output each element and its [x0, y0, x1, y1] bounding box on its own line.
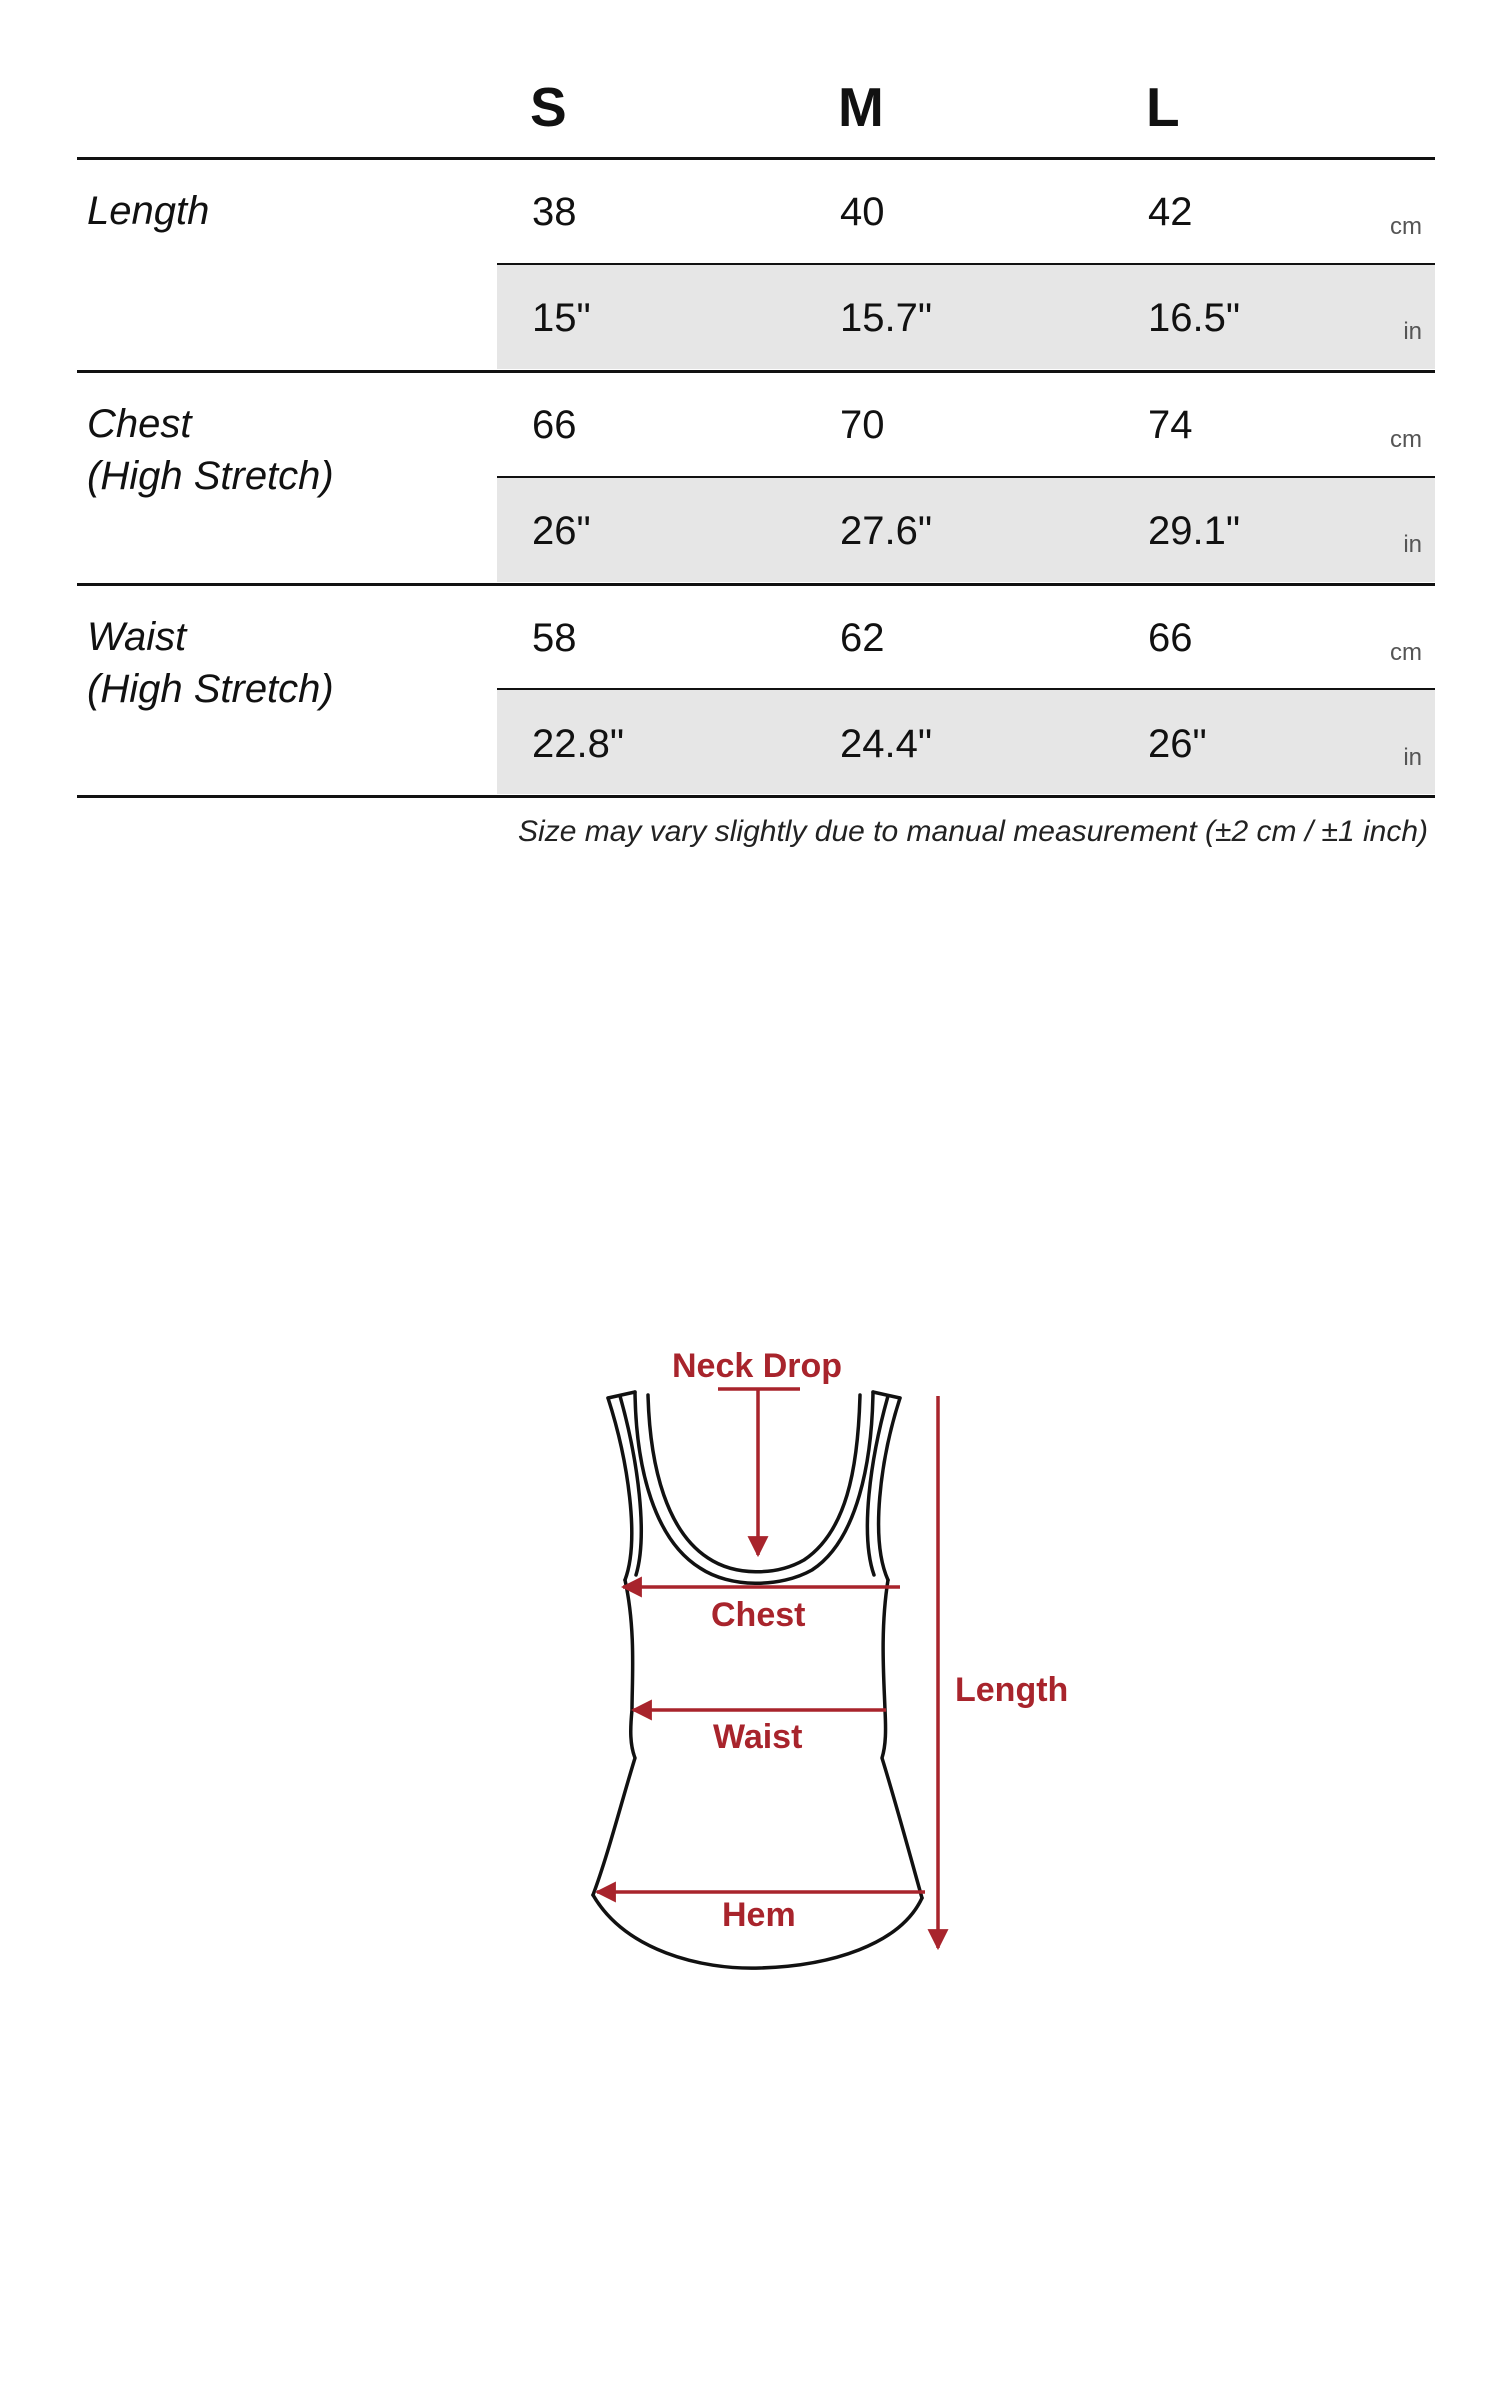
value-chest-l-cm: 74: [1148, 403, 1193, 447]
value-waist-l-in: 26": [1148, 722, 1207, 766]
size-header-m: M: [838, 76, 884, 138]
measure-title: Length: [87, 189, 210, 233]
row-divider: [497, 263, 1435, 265]
table-bottom-divider: [77, 795, 1435, 798]
inch-row-shade: [497, 478, 1435, 582]
value-waist-m-cm: 62: [840, 616, 885, 660]
value-waist-m-in: 24.4": [840, 722, 933, 766]
measurement-footnote: Size may vary slightly due to manual measurement (±2 cm / ±1 inch): [518, 815, 1428, 848]
inch-row-shade: [497, 690, 1435, 794]
chest-label: Chest: [711, 1596, 806, 1634]
unit-cm: cm: [1390, 213, 1422, 240]
value-length-l-cm: 42: [1148, 190, 1193, 234]
section-divider: [77, 370, 1435, 373]
measure-title: Chest: [87, 402, 192, 446]
measure-subtitle: (High Stretch): [87, 454, 334, 498]
value-length-s-in: 15": [532, 296, 591, 340]
value-length-m-cm: 40: [840, 190, 885, 234]
value-chest-l-in: 29.1": [1148, 509, 1241, 553]
value-chest-m-in: 27.6": [840, 509, 933, 553]
left-side-seam: [593, 1580, 635, 1895]
measure-label-chest: [87, 398, 334, 502]
unit-cm: cm: [1390, 639, 1422, 666]
value-length-s-cm: 38: [532, 190, 577, 234]
right-side-seam: [882, 1580, 922, 1898]
value-chest-s-in: 26": [532, 509, 591, 553]
value-waist-s-in: 22.8": [532, 722, 625, 766]
neckband-inner: [648, 1395, 860, 1572]
waist-label: Waist: [713, 1718, 803, 1756]
measurement-arrows: [597, 1389, 938, 1948]
unit-in: in: [1403, 531, 1422, 558]
value-chest-s-cm: 66: [532, 403, 577, 447]
value-waist-l-cm: 66: [1148, 616, 1193, 660]
neckline: [635, 1392, 873, 1583]
measure-label-waist: [87, 611, 334, 715]
unit-in: in: [1403, 744, 1422, 771]
length-label: Length: [955, 1671, 1069, 1709]
tank-top-illustration: [0, 1300, 1500, 2000]
inch-row-shade: [497, 265, 1435, 369]
neck-drop-label: Neck Drop: [672, 1347, 843, 1385]
size-chart-table: [0, 0, 1500, 900]
value-length-m-in: 15.7": [840, 296, 933, 340]
header-divider: [77, 157, 1435, 160]
unit-in: in: [1403, 318, 1422, 345]
value-waist-s-cm: 58: [532, 616, 577, 660]
hem-label: Hem: [722, 1896, 796, 1934]
value-chest-m-cm: 70: [840, 403, 885, 447]
size-header-l: L: [1146, 76, 1180, 138]
section-divider: [77, 583, 1435, 586]
measure-subtitle: (High Stretch): [87, 667, 334, 711]
measure-label-length: [87, 185, 209, 237]
value-length-l-in: 16.5": [1148, 296, 1241, 340]
size-header-s: S: [530, 76, 567, 138]
tank-top-measurement-diagram: [0, 1300, 1500, 2000]
measure-title: Waist: [87, 615, 187, 659]
row-divider: [497, 476, 1435, 478]
unit-cm: cm: [1390, 426, 1422, 453]
row-divider: [497, 688, 1435, 690]
